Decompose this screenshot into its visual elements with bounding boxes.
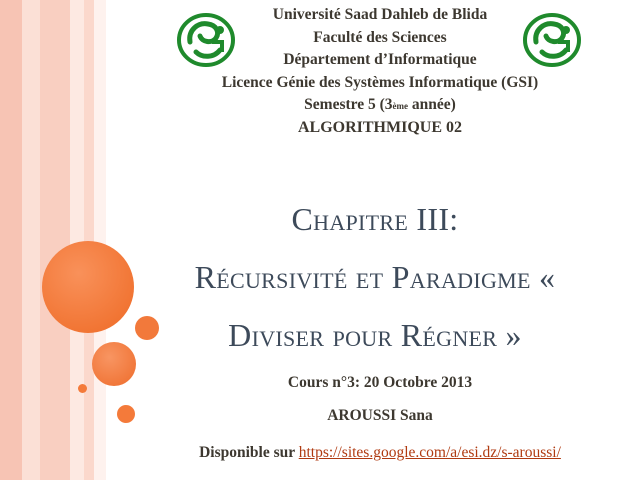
program-name: Licence Génie des Systèmes Informatique (GSI): [221, 73, 539, 91]
semester-line: [150, 94, 610, 117]
availability-line: [150, 438, 610, 468]
semester-prefix: Semestre 5 (3: [304, 96, 393, 113]
decorative-circle-tiny: [78, 384, 87, 393]
course-site-link[interactable]: https://sites.google.com/a/esi.dz/s-aroussi/: [298, 444, 561, 461]
university-name: Université Saad Dahleb de Blida: [272, 6, 488, 23]
decorative-stripe: [40, 0, 70, 480]
department-name: Département d’Informatique: [283, 51, 477, 68]
slide-header: [150, 4, 610, 139]
decorative-stripe: [94, 0, 106, 480]
decorative-stripe: [84, 0, 94, 480]
semester-superscript: ème: [392, 101, 409, 111]
faculty-name: Faculté des Sciences: [313, 28, 447, 46]
author-name: AROUSSI Sana: [327, 407, 433, 424]
decorative-circle-small: [117, 405, 135, 423]
semester-suffix: année): [408, 96, 456, 113]
title-line-2: Récursivité et Paradigme «: [194, 259, 556, 295]
decorative-stripe: [0, 0, 22, 480]
availability-label: Disponible sur: [199, 444, 299, 461]
slide-footer: [150, 368, 610, 468]
lecture-info: Cours n°3: 20 Octobre 2013: [287, 374, 473, 391]
decorative-stripe: [22, 0, 40, 480]
title-line-1: Chapitre III:: [291, 201, 459, 237]
title-line-3: Diviser pour Régner »: [228, 317, 522, 353]
decorative-stripe: [70, 0, 84, 480]
course-name: ALGORITHMIQUE 02: [297, 118, 462, 136]
decorative-circle-large: [42, 241, 134, 333]
chapter-title: [130, 190, 620, 364]
